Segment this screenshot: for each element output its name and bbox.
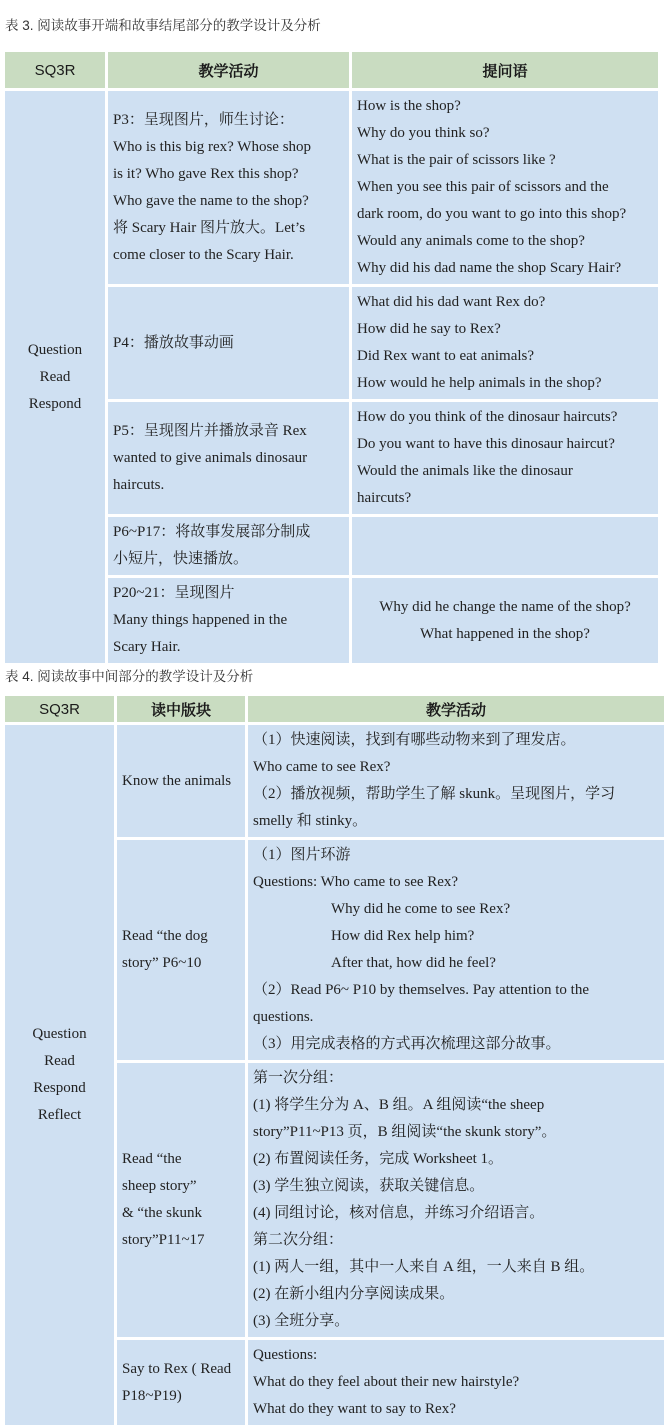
activity-line: Scary Hair. (113, 639, 181, 655)
activity-line: 第二次分组： (253, 1232, 344, 1248)
stage-line: Read (44, 1053, 75, 1069)
activity-line: What do they feel about their new hairstyle? (253, 1374, 520, 1390)
activity-cell (248, 840, 664, 1060)
activity-line: Who gave the name to the shop? (113, 192, 309, 209)
questions-cell (352, 578, 658, 663)
questions-cell (352, 287, 658, 399)
activity-cell (108, 402, 349, 514)
activity-line: P4：播放故事动画 (113, 334, 234, 351)
activity-line: (4) 同组讨论，核对信息，并练习介绍语言。 (253, 1205, 545, 1221)
block-line: P18~P19) (122, 1387, 182, 1404)
table4-header-block: 读中版块 (117, 696, 245, 722)
table4-header-activity: 教学活动 (248, 696, 664, 722)
activity-line: (3) 学生独立阅读，获取关键信息。 (253, 1178, 485, 1194)
activity-line: （1）图片环游 (253, 847, 351, 863)
activity-line: Questions: (253, 1347, 318, 1363)
table4-stage-cell (5, 725, 114, 1425)
question-line: What did his dad want Rex do? (357, 294, 546, 310)
activity-line: What do they want to say to Rex? (253, 1401, 456, 1417)
activity-cell (108, 578, 349, 663)
activity-line: Who is this big rex? Whose shop (113, 138, 312, 155)
question-line: dark room, do you want to go into this shop? (357, 206, 627, 222)
block-line: Know the animals (122, 772, 232, 789)
table3-header-sq3r: SQ3R (5, 52, 105, 88)
table-row (5, 725, 664, 837)
stage-line: Read (39, 368, 71, 385)
activity-line: Who came to see Rex? (253, 759, 391, 775)
question-line: Why did his dad name the shop Scary Hair? (357, 260, 622, 276)
activity-line: P6~P17：将故事发展部分制成 (113, 524, 311, 540)
activity-line: (2) 布置阅读任务，完成 Worksheet 1。 (253, 1151, 504, 1167)
question-line: Did Rex want to eat animals? (357, 348, 535, 364)
stage-line: Question (27, 341, 83, 358)
block-line: Read “the dog (122, 928, 208, 944)
question-line: When you see this pair of scissors and the (357, 179, 609, 195)
table3-caption: 表 3. 阅读故事开端和故事结尾部分的教学设计及分析 (5, 18, 321, 33)
activity-line: (1) 将学生分为 A、B 组。A 组阅读“the sheep (253, 1097, 545, 1113)
table3-header-row (5, 52, 658, 88)
activity-line: (1) 两人一组，其中一人来自 A 组，一人来自 B 组。 (253, 1259, 595, 1275)
question-line: What happened in the shop? (420, 625, 590, 642)
activity-cell (108, 287, 349, 399)
block-line: story” P6~10 (122, 955, 202, 971)
activity-line: Questions: Who came to see Rex? (253, 874, 459, 890)
activity-line: 将 Scary Hair 图片放大。Let’s (113, 219, 306, 236)
stage-line: Reflect (37, 1107, 82, 1123)
table3-header-activity: 教学活动 (108, 52, 349, 88)
activity-line: is it? Who gave Rex this shop? (113, 165, 299, 182)
question-line: Do you want to have this dinosaur haircut? (357, 436, 615, 452)
question-line: How do you think of the dinosaur haircuts? (357, 409, 618, 425)
activity-line: wanted to give animals dinosaur (113, 449, 308, 466)
activity-line: P3：呈现图片，师生讨论： (113, 111, 294, 128)
activity-line: (3) 全班分享。 (253, 1313, 350, 1329)
stage-line: Respond (28, 395, 82, 412)
activity-line: （2）播放视频，帮助学生了解 skunk。呈现图片，学习 (253, 786, 616, 802)
activity-cell (248, 725, 664, 837)
block-cell (117, 725, 245, 837)
question-line: haircuts? (357, 490, 412, 506)
question-line: Why did he change the name of the shop? (379, 598, 631, 615)
questions-cell (352, 402, 658, 514)
activity-line: How did Rex help him? (331, 928, 475, 944)
question-line: How is the shop? (357, 98, 461, 114)
activity-line: Why did he come to see Rex? (331, 901, 511, 917)
question-line: How would he help animals in the shop? (357, 375, 602, 391)
activity-line: 第一次分组： (253, 1070, 344, 1086)
table3 (2, 49, 661, 666)
block-line: Say to Rex ( Read (122, 1360, 232, 1377)
activity-line: Many things happened in the (113, 612, 288, 628)
table4 (2, 693, 667, 1428)
table-row (5, 91, 658, 284)
table4-caption: 表 4. 阅读故事中间部分的教学设计及分析 (5, 669, 254, 684)
question-line: Would the animals like the dinosaur (357, 463, 573, 479)
block-cell (117, 1340, 245, 1425)
questions-cell (352, 91, 658, 284)
activity-line: story”P11~P13 页，B 组阅读“the skunk story”。 (253, 1124, 557, 1140)
table3-stage-cell (5, 91, 105, 663)
activity-line: 小短片，快速播放。 (113, 551, 249, 567)
activity-line: After that, how did he feel? (331, 955, 496, 971)
activity-line: come closer to the Scary Hair. (113, 246, 294, 263)
block-line: Read “the (122, 1151, 182, 1167)
question-line: Why do you think so? (357, 125, 490, 141)
stage-line: Question (32, 1026, 87, 1042)
question-line: What is the pair of scissors like ? (357, 152, 556, 168)
question-line: Would any animals come to the shop? (357, 233, 585, 249)
activity-line: questions. (253, 1009, 314, 1025)
activity-line: haircuts. (113, 476, 165, 493)
activity-cell (108, 517, 349, 575)
activity-line: （2）Read P6~ P10 by themselves. Pay attention to the (253, 982, 589, 998)
block-line: sheep story” (122, 1178, 197, 1194)
activity-line: smelly 和 stinky。 (253, 813, 368, 829)
activity-cell (108, 91, 349, 284)
activity-line: P5：呈现图片并播放录音 Rex (113, 422, 307, 439)
activity-line: （1）快速阅读，找到有哪些动物来到了理发店。 (253, 732, 576, 748)
activity-line: P20~21：呈现图片 (113, 585, 235, 601)
activity-cell (248, 1063, 664, 1337)
table4-header-row (5, 696, 664, 722)
table3-header-questions: 提问语 (352, 52, 658, 88)
activity-line: （3）用完成表格的方式再次梳理这部分故事。 (253, 1036, 561, 1052)
block-cell (117, 840, 245, 1060)
activity-line: (2) 在新小组内分享阅读成果。 (253, 1286, 455, 1302)
activity-cell (248, 1340, 664, 1425)
question-line: How did he say to Rex? (357, 321, 501, 337)
block-line: story”P11~17 (122, 1232, 205, 1248)
block-cell (117, 1063, 245, 1337)
stage-line: Respond (33, 1080, 86, 1096)
questions-cell-empty (352, 517, 658, 575)
table4-header-sq3r: SQ3R (5, 696, 114, 722)
block-line: & “the skunk (122, 1205, 202, 1221)
